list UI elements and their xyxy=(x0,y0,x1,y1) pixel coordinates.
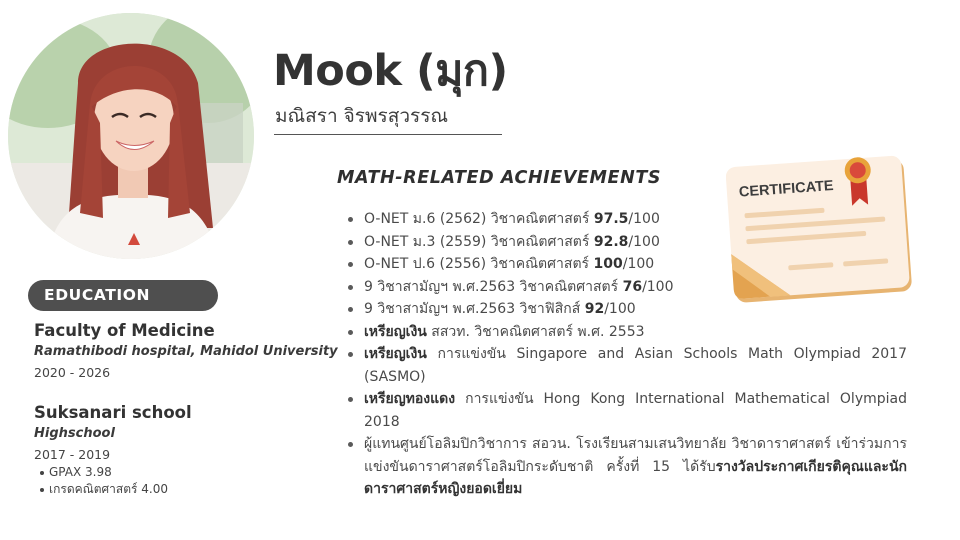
school-years: 2020 - 2026 xyxy=(34,365,111,380)
grade-item: GPAX 3.98 xyxy=(34,464,192,481)
school-years: 2017 - 2019 xyxy=(34,447,111,462)
certificate-illustration xyxy=(726,153,916,308)
achievement-item: O-NET ป.6 (2556) วิชาคณิตศาสตร์ 100/100 xyxy=(345,253,907,276)
school-name: Suksanari school xyxy=(34,403,192,422)
achievement-item: O-NET ม.3 (2559) วิชาคณิตศาสตร์ 92.8/100 xyxy=(345,231,907,254)
school-name: Faculty of Medicine xyxy=(34,321,215,340)
achievement-item: 9 วิชาสามัญฯ พ.ศ.2563 วิชาคณิตศาสตร์ 76/100 xyxy=(345,276,907,299)
achievement-item: O-NET ม.6 (2562) วิชาคณิตศาสตร์ 97.5/100 xyxy=(345,208,907,231)
name-divider xyxy=(274,134,502,135)
school-detail: Highschool xyxy=(34,426,115,441)
achievement-item: ผู้แทนศูนย์โอลิมปิกวิชาการ สอวน. โรงเรียนสามเสนวิทยาลัย วิชาดาราศาสตร์ เข้าร่วมการแข่งขันดาราศาสตร์โอลิมปิกระดับชาติ ครั้งที่ 15 ได้รับรางวัลประกาศเกียรติคุณและนักดาราศาสตร์หญิงยอดเยี่ยม xyxy=(345,433,907,501)
school-detail: Ramathibodi hospital, Mahidol University xyxy=(34,344,338,359)
education-entry xyxy=(34,403,192,498)
profile-name: Mook (มุก) xyxy=(273,46,508,96)
portrait-illustration xyxy=(8,13,254,259)
education-heading: EDUCATION xyxy=(28,280,218,311)
profile-photo xyxy=(8,13,254,259)
grade-item: เกรดคณิตศาสตร์ 4.00 xyxy=(34,481,192,498)
achievement-item: 9 วิชาสามัญฯ พ.ศ.2563 วิชาฟิสิกส์ 92/100 xyxy=(345,298,907,321)
certificate-label: CERTIFICATE xyxy=(738,178,835,201)
achievement-item: เหรียญทองแดง การแข่งขัน Hong Kong International Mathematical Olympiad 2018 xyxy=(345,388,907,433)
education-entry xyxy=(34,321,338,380)
achievement-item: เหรียญเงิน สสวท. วิชาคณิตศาสตร์ พ.ศ. 2553 xyxy=(345,321,907,344)
profile-full-name: มณิสรา จิรพรสุวรรณ xyxy=(275,105,449,127)
grades-list xyxy=(34,464,192,498)
achievements-heading: MATH-RELATED ACHIEVEMENTS xyxy=(337,168,662,188)
achievement-item: เหรียญเงิน การแข่งขัน Singapore and Asian Schools Math Olympiad 2017 (SASMO) xyxy=(345,343,907,388)
